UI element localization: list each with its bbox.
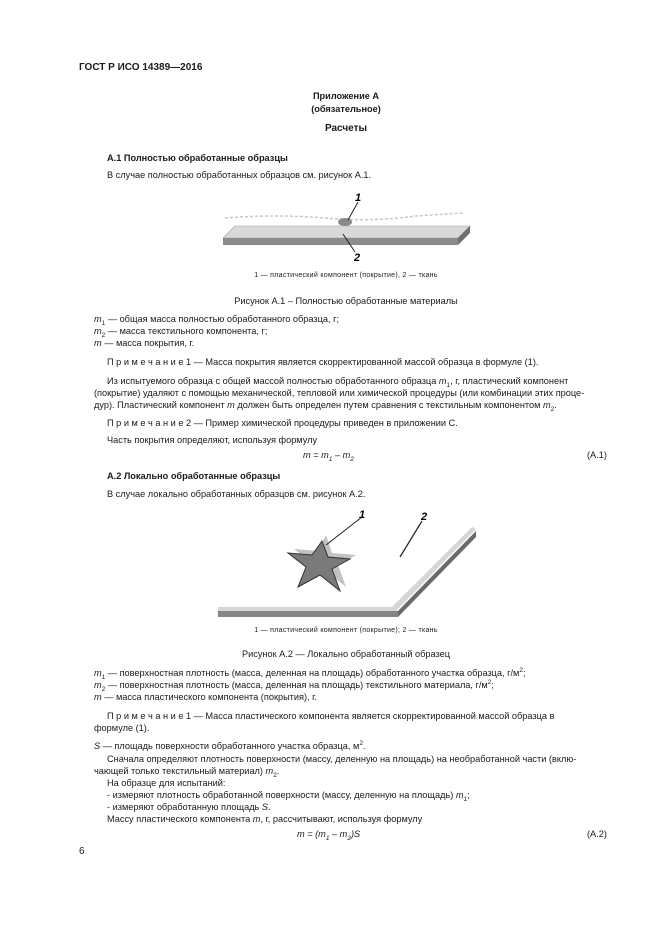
para-a2-test: На образце для испытаний: [107, 778, 226, 788]
fig-a1-caption: Рисунок А.1 – Полностью обработанные материалы [234, 296, 458, 306]
note-a2-line-2: формуле (1). [94, 723, 150, 733]
leader-line-2 [400, 521, 422, 557]
para-a1-line-3: дур). Пластический компонент m должен быть определен путем сравнения с текстильным компонентом $m_2$. [94, 400, 557, 413]
fig-a2-label-1: 1 [359, 509, 366, 521]
section-a2-intro: В случае локально обработанных образцов см. рисунок А.2. [107, 489, 366, 499]
var-m2-definition: $m_2$ — масса текстильного компонента, г; [94, 326, 268, 339]
fabric-top [218, 527, 476, 611]
figure-a2 [214, 507, 479, 622]
fig-a1-label-2: 2 [354, 252, 361, 264]
page-number: 6 [79, 846, 85, 857]
fabric-top [223, 226, 470, 238]
fig-a2-label-2: 2 [421, 511, 428, 523]
document-header: ГОСТ Р ИСО 14389—2016 [79, 62, 203, 73]
para-a2-mass: Массу пластического компонента m, г, рассчитывают, используя формулу [107, 814, 423, 824]
bullet-1: - измеряют плотность обработанной поверхности (массу, деленную на площадь) $m_1$; [107, 790, 470, 803]
var-m-definition: m — масса покрытия, г. [94, 338, 195, 348]
annex-status: (обязательное) [311, 104, 381, 114]
fig-a1-label-1: 1 [355, 192, 362, 204]
formula-a2-number: (А.2) [587, 829, 607, 839]
var-m-definition-a2: m — масса пластического компонента (покрытия), г. [94, 692, 317, 702]
section-a1-intro: В случае полностью обработанных образцов см. рисунок А.1. [107, 170, 372, 180]
note-2: П р и м е ч а н и е 2 — Пример химической процедуры приведен в приложении С. [107, 418, 458, 428]
var-m1-definition: $m_1$ — общая масса полностью обработанного образца, г; [94, 314, 340, 327]
coating-spot [338, 218, 352, 226]
coating-star [288, 541, 350, 591]
var-m1-definition-a2: $m_1$ — поверхностная плотность (масса, деленная на площадь) обработанного участка образца, $г/м^2$; [94, 666, 526, 681]
para-a1-formula-intro: Часть покрытия определяют, используя формулу [107, 435, 318, 445]
fabric-side [398, 531, 476, 617]
annex-title: Приложение А [312, 91, 380, 101]
note-a2: П р и м е ч а н и е 1 — Масса пластического компонента является скорректированной массой образца в [107, 711, 555, 721]
bullet-2: - измеряют обработанную площадь S. [107, 802, 271, 812]
formula-a2: $m = (m_1 - m_2)S$ [297, 829, 361, 842]
fig-a2-caption: Рисунок А.2 — Локально обработанный образец [241, 649, 451, 659]
note-1: П р и м е ч а н и е 1 — Масса покрытия является скорректированной массой образца в формуле (1). [107, 357, 539, 367]
fabric-edge [223, 238, 458, 245]
para-a2-line-1: Сначала определяют плотность поверхности (массу, деленную на площадь) на необработанной части (вклю- [107, 754, 577, 764]
para-a2-line-2: чающей только текстильный материал) $m_2$. [94, 766, 280, 779]
fabric-edge [218, 611, 398, 617]
var-m2-definition-a2: $m_2$ — поверхностная плотность (масса, деленная на площадь) текстильного материала, $г/м^2$; [94, 678, 494, 693]
fig-a1-legend: 1 — пластический компонент (покрытие), 2 — ткань [254, 272, 438, 279]
leader-line-1 [348, 202, 358, 220]
section-a2-heading: А.2 Локально обработанные образцы [107, 471, 281, 481]
para-a1-line-2: (покрытие) удаляют с помощью механической, тепловой или химической процедуры (или комбинации этих проце- [94, 388, 585, 398]
var-s-definition: S — площадь поверхности обработанного участка образца, $м^2$. [94, 739, 366, 751]
annex-heading: Расчеты [324, 123, 368, 134]
figure-a1 [215, 188, 480, 268]
leader-line-1 [326, 517, 362, 545]
fig-a2-legend: 1 — пластический компонент (покрытие); 2 — ткань [254, 627, 438, 634]
formula-a1: $m = m_1 - m_2$ [303, 450, 354, 463]
formula-a1-number: (А.1) [587, 450, 607, 460]
para-a1-line-1: Из испытуемого образца с общей массой полностью обработанного образца $m_1$, г, пластический компонент [107, 376, 569, 389]
section-a1-heading: А.1 Полностью обработанные образцы [107, 153, 288, 163]
